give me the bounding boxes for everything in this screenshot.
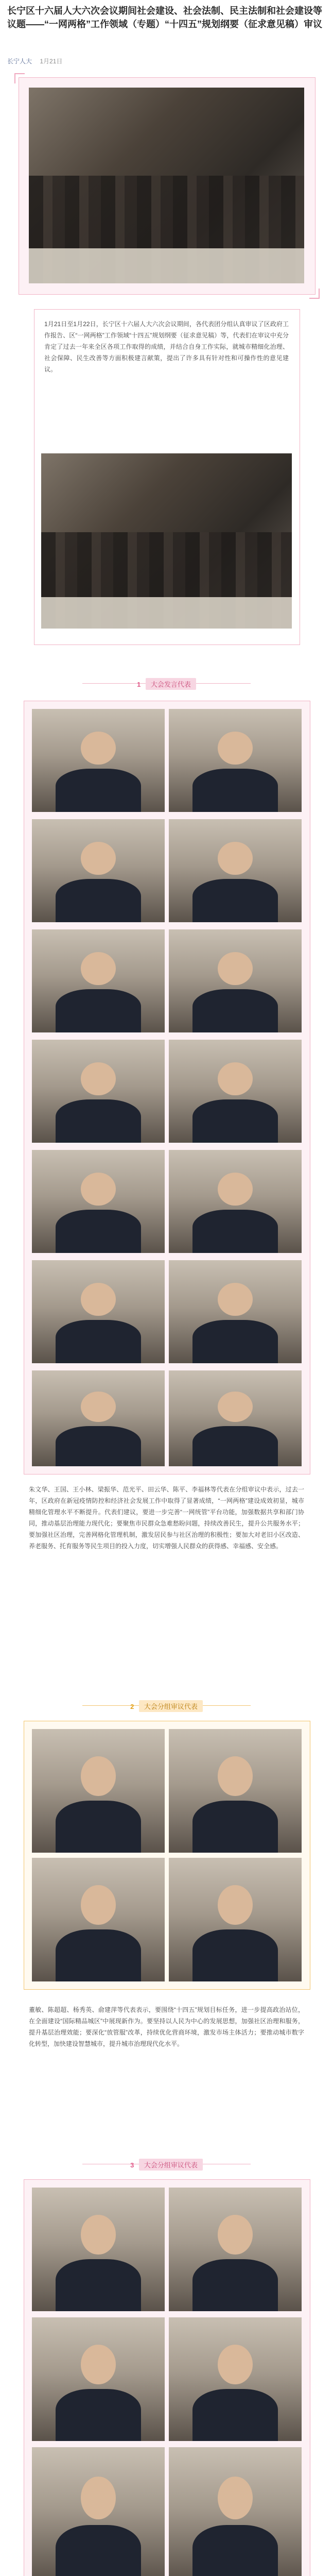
section-2-text: 董敏、陈超超、杨秀英、俞建萍等代表表示，要围绕“十四五”规划目标任务，进一步提高政治站位，在全面建设“国际精品城区”中展现新作为。要坚持以人民为中心的发展思想，加强社区治理和服务，提升基层治理效能；要深化“放管服”改革，持续优化营商环境，激发市场主体活力；要推动城市数字化转型，加快建设智慧城市，提升城市治理现代化水平。 (29, 2006, 304, 2047)
delegate-photo (32, 819, 165, 922)
delegate-photo (169, 1729, 302, 1853)
section-3-title (0, 2159, 333, 2171)
section-2-number: 2 (130, 1703, 134, 1710)
article-title: 长宁区十六届人大六次会议期间社会建设、社会法制、民主法制和社会建设等议题——“一网两格”工作领域（专题）“十四五”规划纲要（征求意见稿）审议 (7, 6, 322, 29)
corner-decoration (14, 73, 25, 83)
section-2-label: 大会分组审议代表 (139, 1700, 203, 1712)
section-2-title (0, 1700, 333, 1712)
delegate-photo (169, 819, 302, 922)
section-1-title (0, 678, 333, 690)
delegate-photo (32, 1858, 165, 1981)
delegate-photo (32, 2317, 165, 2441)
delegate-photo (169, 1040, 302, 1143)
section-1-text: 朱文华、王国、王小林、梁振华、范光平、田云华、陈平、李福林等代表在分组审议中表示，过去一年，区政府在新冠疫情防控和经济社会发展工作中取得了显著成绩，“一网两格”建设成效初显，城市精细化管理水平不断提升。代表们建议，要进一步完善“一网统管”平台功能，加强数据共享和部门协同，推动基层治理能力现代化；要聚焦市民群众急难愁盼问题，持续改善民生，提升公共服务水平；要加强社区治理，完善网格化管理机制，激发居民参与社区治理的积极性；要加大对老旧小区改造、养老服务、托育服务等民生项目的投入力度，切实增强人民群众的获得感、幸福感、安全感。 (29, 1486, 304, 1550)
delegate-photo (169, 2447, 302, 2576)
delegate-photo (169, 1260, 302, 1363)
delegate-photo (169, 2188, 302, 2311)
account-link[interactable]: 长宁人大 (7, 58, 32, 65)
intro-text: 1月21日至1月22日，长宁区十六届人大六次会议期间，各代表团分组认真审议了区政府工作报告、区“一网两格”工作领域“十四五”规划纲要（征求意见稿）等，代表们在审议中充分肯定了过去一年来全区各项工作取得的成绩，并结合自身工作实际，就城市精细化治理、社会保障、民生改善等方面积极建言献策，提出了许多具有针对性和可操作性的意见建议。 (44, 320, 289, 373)
publish-date: 1月21日 (40, 58, 63, 65)
delegate-photo (32, 929, 165, 1032)
delegate-photo (32, 1260, 165, 1363)
delegate-photo (32, 2188, 165, 2311)
section-3-number: 3 (130, 2161, 134, 2169)
delegate-photo (169, 929, 302, 1032)
section-1-label: 大会发言代表 (146, 678, 196, 690)
section-3-label: 大会分组审议代表 (139, 2159, 203, 2171)
section-1-number: 1 (137, 681, 141, 688)
delegate-photo (169, 1370, 302, 1466)
delegate-photo (169, 2317, 302, 2441)
delegate-photo (169, 709, 302, 812)
intro-photo (41, 453, 292, 629)
delegate-photo (32, 1370, 165, 1466)
delegate-photo (32, 709, 165, 812)
delegate-photo (169, 1858, 302, 1981)
delegate-photo (32, 1040, 165, 1143)
delegate-photo (32, 1729, 165, 1853)
article-meta (7, 57, 62, 65)
delegate-photo (169, 1150, 302, 1253)
delegate-photo (32, 1150, 165, 1253)
delegate-photo (32, 2447, 165, 2576)
corner-decoration (309, 289, 320, 299)
hero-photo (29, 88, 304, 283)
